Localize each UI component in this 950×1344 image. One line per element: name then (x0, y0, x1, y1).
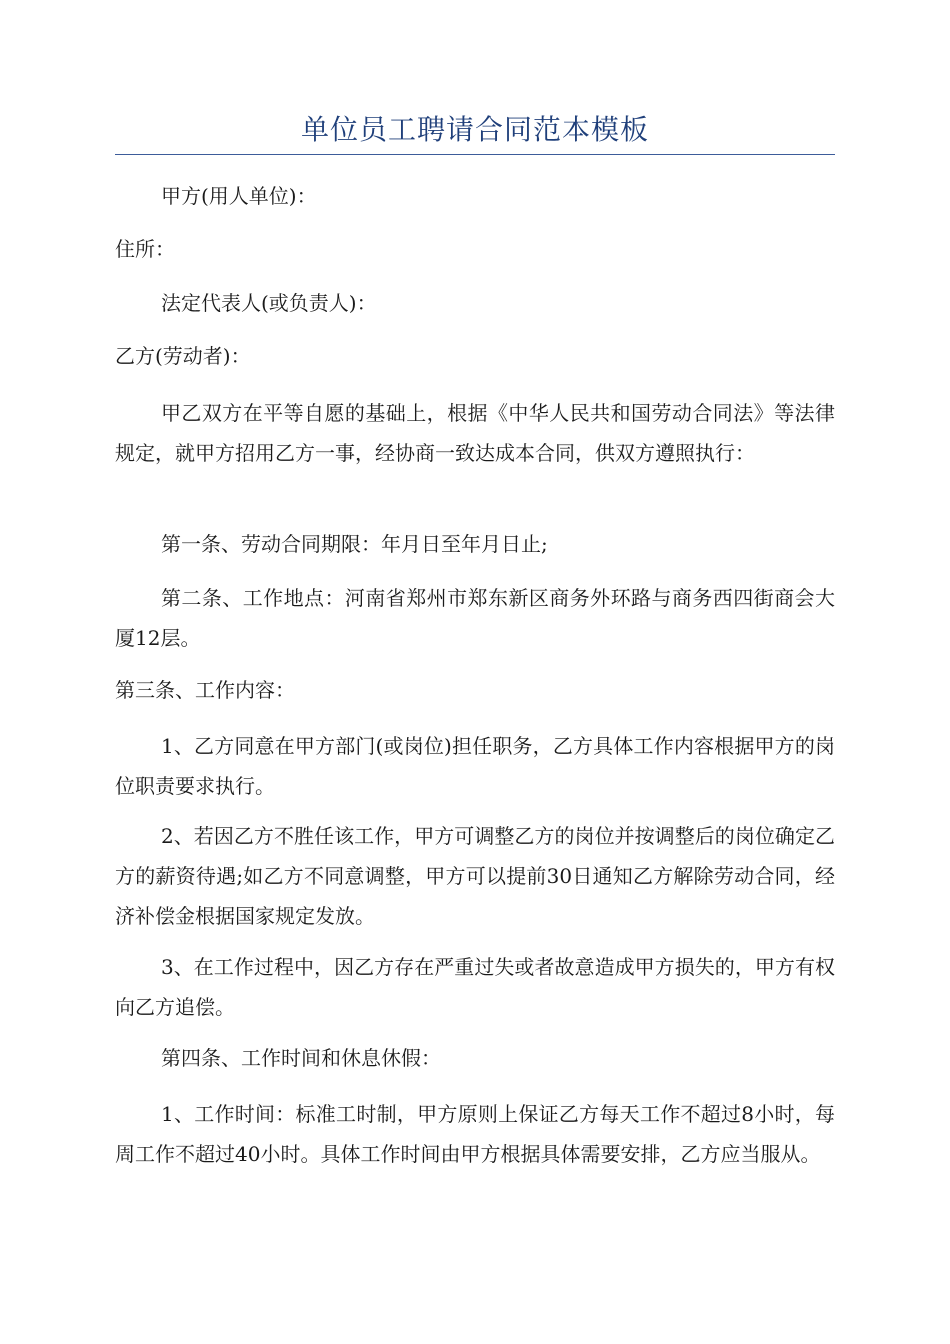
document-title: 单位员工聘请合同范本模板 (300, 113, 649, 146)
article-2-paragraph: 第二条、工作地点：河南省郑州市郑东新区商务外环路与商务西四街商会大厦12层。 (115, 586, 835, 650)
article-3-item-2: 2、若因乙方不胜任该工作，甲方可调整乙方的岗位并按调整后的岗位确定乙方的薪资待遇;如乙方不同意调整，甲方可以提前30日通知乙方解除劳动合同，经济补偿金根据国家规定发放。 (115, 824, 835, 928)
party-a-line: 甲方(用人单位)： (161, 184, 317, 208)
article-4-heading: 第四条、工作时间和休息休假： (161, 1046, 441, 1070)
article-4-item-1: 1、工作时间：标准工时制，甲方原则上保证乙方每天工作不超过8小时，每周工作不超过40小时。具体工作时间由甲方根据具体需要安排，乙方应当服从。 (115, 1102, 835, 1166)
preamble-paragraph: 甲乙双方在平等自愿的基础上，根据《中华人民共和国劳动合同法》等法律规定，就甲方招用乙方一事，经协商一致达成本合同，供双方遵照执行： (115, 401, 835, 465)
article-3-item-1: 1、乙方同意在甲方部门(或岗位)担任职务，乙方具体工作内容根据甲方的岗位职责要求执行。 (115, 734, 835, 798)
title-underline (115, 154, 835, 155)
article-3-item-3: 3、在工作过程中，因乙方存在严重过失或者故意造成甲方损失的，甲方有权向乙方追偿。 (115, 955, 835, 1019)
address-line: 住所： (115, 237, 175, 261)
article-1-paragraph: 第一条、劳动合同期限：年月日至年月日止; (161, 532, 548, 556)
legal-representative-line: 法定代表人(或负责人)： (161, 291, 377, 315)
article-3-heading: 第三条、工作内容： (115, 678, 295, 702)
party-b-line: 乙方(劳动者)： (115, 344, 251, 368)
